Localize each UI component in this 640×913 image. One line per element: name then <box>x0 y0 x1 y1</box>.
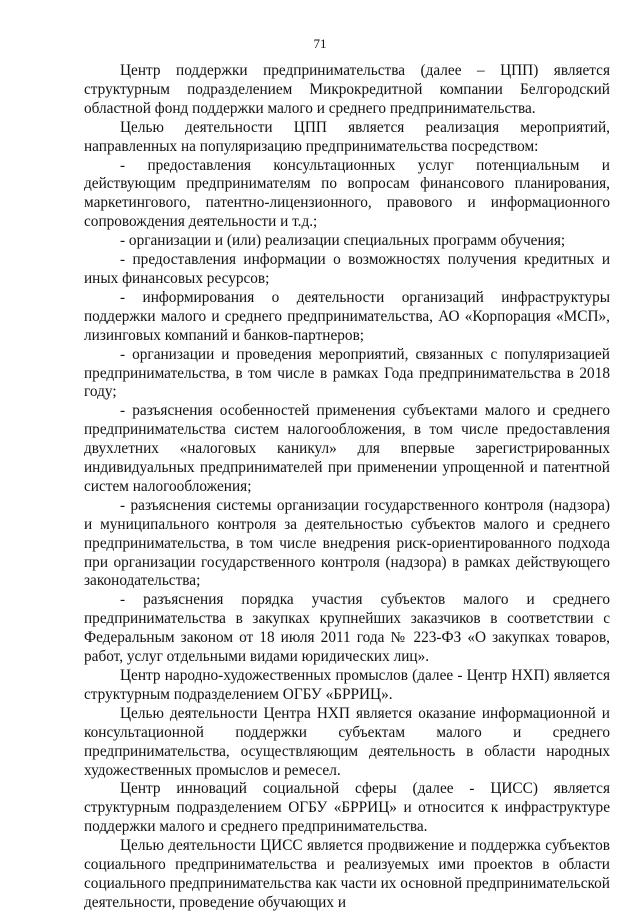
paragraph-nhp-goal: Целью деятельности Центра НХП является оказание информационной и консультационной поддержки субъектам малого и среднего предпринимательства, осуществляющим деятельность в области народных художественных промыслов и ремесел. <box>84 704 610 779</box>
list-item-training: - организации и (или) реализации специальных программ обучения; <box>120 232 566 250</box>
page-number: 71 <box>313 36 327 51</box>
paragraph-ciss-definition: Центр инноваций социальной сферы (далее - ЦИСС) является структурным подразделением ОГБУ «БРРИЦ» и относится к инфраструктуре поддержки малого и среднего предпринимательства. <box>84 780 610 836</box>
paragraph-nhp-definition: Центр народно-художественных промыслов (далее - Центр НХП) является структурным подразделением ОГБУ «БРРИЦ». <box>84 667 610 703</box>
list-item-taxation: - разъяснения особенностей применения субъектами малого и среднего предпринимательства систем налогообложения, в том числе предоставления двухлетних «налоговых каникул» для впервые зарегистрированных индивидуальных предпринимателей при применении упрощенной и патентной систем налогообложения; <box>84 402 610 495</box>
list-item-credit-info: - предоставления информации о возможностях получения кредитных и иных финансовых ресурсов; <box>84 251 610 287</box>
list-item-consulting: - предоставления консультационных услуг потенциальным и действующим предпринимателям по вопросам финансового планирования, маркетингового, патентно-лицензионного, правового и информационного сопровождения деятельности и т.д.; <box>84 156 610 231</box>
list-item-infrastructure-info: - информирования о деятельности организаций инфраструктуры поддержки малого и среднего предпринимательства, АО «Корпорация «МСП», лизинговых компаний и банков-партнеров; <box>84 288 610 344</box>
list-item-state-control: - разъяснения системы организации государственного контроля (надзора) и муниципального контроля за деятельностью субъектов малого и среднего предпринимательства, в том числе внедрения риск-ориентированного подхода при организации государственного контроля (надзора) в рамках действующего законодательства; <box>84 496 610 590</box>
list-item-events: - организации и проведения мероприятий, связанных с популяризацией предпринимательства, в том числе в рамках Года предпринимательства в 2018 году; <box>84 345 610 401</box>
list-item-procurement: - разъяснения порядка участия субъектов малого и среднего предпринимательства в закупках крупнейших заказчиков в соответствии с Федеральным законом от 18 июля 2011 года № 223-ФЗ «О закупках товаров, работ, услуг отдельными видами юридических лиц». <box>84 591 610 666</box>
paragraph-ciss-goal: Целью деятельности ЦИСС является продвижение и поддержка субъектов социального предпринимательства и реализуемых ими проектов в области социального предпринимательства как части их основной предпринимательской деятельности, проведение обучающих и <box>84 837 610 911</box>
paragraph-cpp-definition: Центр поддержки предпринимательства (далее – ЦПП) является структурным подразделением Микрокредитной компании Белгородский областной фонд поддержки малого и среднего предпринимательства. <box>84 62 610 117</box>
paragraph-cpp-goal: Целью деятельности ЦПП является реализация мероприятий, направленных на популяризацию предпринимательства посредством: <box>84 118 610 155</box>
document-body <box>84 62 610 913</box>
